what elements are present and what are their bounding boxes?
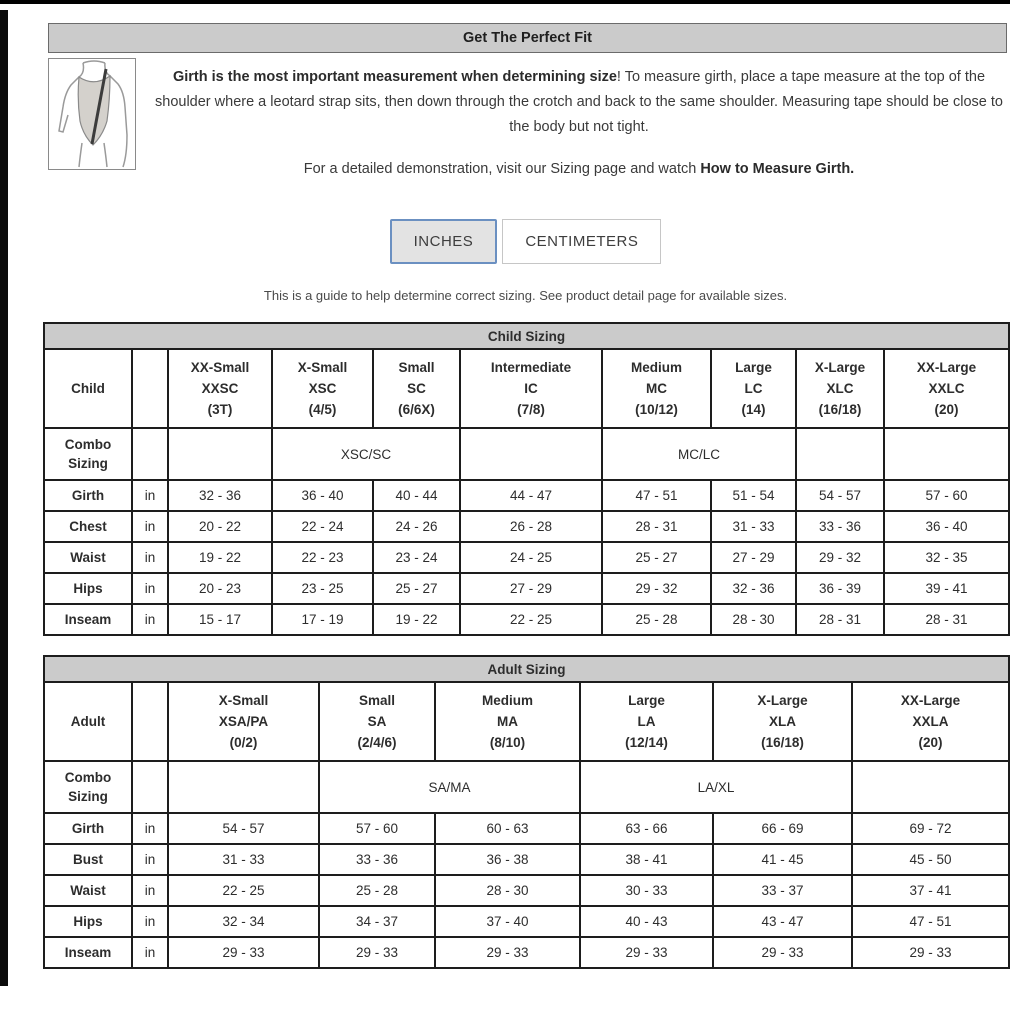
size-column-header: X-Large XLA (16/18) xyxy=(713,682,852,761)
unit-header-cell xyxy=(132,682,168,761)
combo-cell: XSC/SC xyxy=(272,428,460,480)
measurement-value: 41 - 45 xyxy=(713,844,852,875)
measurement-value: 28 - 31 xyxy=(796,604,884,635)
demo-bold: How to Measure Girth. xyxy=(700,161,855,177)
measurement-value: 22 - 25 xyxy=(460,604,602,635)
measurement-label: Chest xyxy=(44,511,132,542)
girth-instructions-bold: Girth is the most important measurement when determining size xyxy=(172,69,617,85)
unit-cell: in xyxy=(132,604,168,635)
measurement-value: 45 - 50 xyxy=(852,844,1009,875)
size-column-header: XX-Small XXSC (3T) xyxy=(168,349,272,428)
combo-cell xyxy=(884,428,1009,480)
size-column-header: Intermediate IC (7/8) xyxy=(460,349,602,428)
measurement-label: Hips xyxy=(44,573,132,604)
measurement-value: 47 - 51 xyxy=(602,480,711,511)
measurement-value: 24 - 26 xyxy=(373,511,460,542)
page-title: Get The Perfect Fit xyxy=(48,23,1007,53)
unit-cell: in xyxy=(132,813,168,844)
combo-cell xyxy=(168,428,272,480)
measurement-value: 36 - 38 xyxy=(435,844,580,875)
measurement-value: 29 - 33 xyxy=(580,937,713,968)
measurement-value: 31 - 33 xyxy=(168,844,319,875)
measurement-value: 25 - 27 xyxy=(373,573,460,604)
size-column-header: Small SC (6/6X) xyxy=(373,349,460,428)
measurement-value: 27 - 29 xyxy=(460,573,602,604)
measurement-value: 44 - 47 xyxy=(460,480,602,511)
girth-instructions-rest: ! To measure girth, place a tape measure at the top of the shoulder where a leotard strap sits, then down through the crotch and back to the same shoulder. Measuring tape should be close to the body but not tight. xyxy=(155,69,1003,135)
child-sizing-table xyxy=(43,322,1010,636)
combo-cell: LA/XL xyxy=(580,761,852,813)
measurement-value: 22 - 25 xyxy=(168,875,319,906)
measurement-value: 19 - 22 xyxy=(373,604,460,635)
measurement-label: Waist xyxy=(44,875,132,906)
size-column-header: Small SA (2/4/6) xyxy=(319,682,435,761)
measurement-value: 19 - 22 xyxy=(168,542,272,573)
measurement-value: 51 - 54 xyxy=(711,480,796,511)
girth-instructions xyxy=(152,65,1006,140)
size-column-header: X-Small XSC (4/5) xyxy=(272,349,373,428)
measurement-value: 40 - 44 xyxy=(373,480,460,511)
table-title: Child Sizing xyxy=(44,323,1009,349)
measurement-value: 25 - 28 xyxy=(319,875,435,906)
combo-cell: MC/LC xyxy=(602,428,796,480)
measurement-value: 30 - 33 xyxy=(580,875,713,906)
measurement-value: 28 - 30 xyxy=(711,604,796,635)
measurement-value: 38 - 41 xyxy=(580,844,713,875)
measurement-value: 17 - 19 xyxy=(272,604,373,635)
left-edge-bar xyxy=(0,10,8,986)
size-column-header: X-Small XSA/PA (0/2) xyxy=(168,682,319,761)
measurement-value: 22 - 24 xyxy=(272,511,373,542)
guide-note: This is a guide to help determine correct sizing. See product detail page for available sizes. xyxy=(263,288,788,303)
measurement-value: 25 - 27 xyxy=(602,542,711,573)
leotard-measurement-icon xyxy=(48,58,136,170)
measurement-value: 29 - 32 xyxy=(796,542,884,573)
combo-cell: SA/MA xyxy=(319,761,580,813)
measurement-value: 29 - 33 xyxy=(713,937,852,968)
measurement-value: 29 - 33 xyxy=(435,937,580,968)
measurement-label: Inseam xyxy=(44,937,132,968)
size-column-header: Medium MC (10/12) xyxy=(602,349,711,428)
measurement-label: Hips xyxy=(44,906,132,937)
unit-cell xyxy=(132,761,168,813)
measurement-value: 24 - 25 xyxy=(460,542,602,573)
adult-sizing-table xyxy=(43,655,1010,969)
combo-cell xyxy=(796,428,884,480)
measurement-value: 40 - 43 xyxy=(580,906,713,937)
measurement-value: 34 - 37 xyxy=(319,906,435,937)
measurement-value: 63 - 66 xyxy=(580,813,713,844)
size-guide-page xyxy=(43,23,1008,969)
corner-label: Adult xyxy=(44,682,132,761)
measurement-label: Waist xyxy=(44,542,132,573)
combo-sizing-label: Combo Sizing xyxy=(44,428,132,480)
table-title: Adult Sizing xyxy=(44,656,1009,682)
measurement-value: 60 - 63 xyxy=(435,813,580,844)
size-column-header: Medium MA (8/10) xyxy=(435,682,580,761)
measurement-value: 22 - 23 xyxy=(272,542,373,573)
inches-button[interactable]: INCHES xyxy=(390,219,498,264)
unit-cell: in xyxy=(132,480,168,511)
measurement-value: 66 - 69 xyxy=(713,813,852,844)
unit-cell xyxy=(132,428,168,480)
measurement-value: 20 - 23 xyxy=(168,573,272,604)
measurement-value: 32 - 35 xyxy=(884,542,1009,573)
unit-toggle xyxy=(43,219,1008,264)
measurement-value: 23 - 25 xyxy=(272,573,373,604)
measurement-value: 29 - 32 xyxy=(602,573,711,604)
measurement-value: 29 - 33 xyxy=(319,937,435,968)
corner-label: Child xyxy=(44,349,132,428)
measurement-value: 32 - 36 xyxy=(711,573,796,604)
measurement-value: 37 - 40 xyxy=(435,906,580,937)
measurement-label: Inseam xyxy=(44,604,132,635)
measurement-value: 33 - 37 xyxy=(713,875,852,906)
measurement-value: 37 - 41 xyxy=(852,875,1009,906)
unit-cell: in xyxy=(132,542,168,573)
unit-cell: in xyxy=(132,573,168,604)
size-column-header: XX-Large XXLC (20) xyxy=(884,349,1009,428)
measurement-value: 39 - 41 xyxy=(884,573,1009,604)
measurement-value: 23 - 24 xyxy=(373,542,460,573)
measurement-value: 57 - 60 xyxy=(319,813,435,844)
measurement-value: 28 - 31 xyxy=(884,604,1009,635)
combo-cell xyxy=(460,428,602,480)
size-column-header: Large LA (12/14) xyxy=(580,682,713,761)
unit-cell: in xyxy=(132,875,168,906)
measurement-value: 29 - 33 xyxy=(852,937,1009,968)
measurement-value: 28 - 31 xyxy=(602,511,711,542)
size-column-header: Large LC (14) xyxy=(711,349,796,428)
measurement-value: 33 - 36 xyxy=(796,511,884,542)
unit-cell: in xyxy=(132,511,168,542)
measurement-label: Girth xyxy=(44,813,132,844)
size-column-header: X-Large XLC (16/18) xyxy=(796,349,884,428)
measurement-value: 54 - 57 xyxy=(168,813,319,844)
measurement-value: 25 - 28 xyxy=(602,604,711,635)
measurement-value: 27 - 29 xyxy=(711,542,796,573)
measurement-value: 47 - 51 xyxy=(852,906,1009,937)
measurement-value: 20 - 22 xyxy=(168,511,272,542)
measurement-value: 57 - 60 xyxy=(884,480,1009,511)
measurement-value: 32 - 36 xyxy=(168,480,272,511)
unit-cell: in xyxy=(132,906,168,937)
combo-sizing-label: Combo Sizing xyxy=(44,761,132,813)
unit-header-cell xyxy=(132,349,168,428)
unit-cell: in xyxy=(132,844,168,875)
centimeters-button[interactable]: CENTIMETERS xyxy=(502,219,661,264)
measurement-value: 36 - 40 xyxy=(884,511,1009,542)
combo-cell xyxy=(852,761,1009,813)
measurement-value: 32 - 34 xyxy=(168,906,319,937)
measurement-value: 54 - 57 xyxy=(796,480,884,511)
measurement-value: 15 - 17 xyxy=(168,604,272,635)
measurement-value: 43 - 47 xyxy=(713,906,852,937)
measurement-value: 36 - 40 xyxy=(272,480,373,511)
measurement-value: 31 - 33 xyxy=(711,511,796,542)
size-column-header: XX-Large XXLA (20) xyxy=(852,682,1009,761)
intro-text-column xyxy=(136,58,1008,177)
top-edge-bar xyxy=(0,0,1010,4)
demo-text: For a detailed demonstration, visit our Sizing page and watch xyxy=(303,161,701,177)
measurement-value: 36 - 39 xyxy=(796,573,884,604)
measurement-value: 28 - 30 xyxy=(435,875,580,906)
measurement-value: 26 - 28 xyxy=(460,511,602,542)
demo-line xyxy=(152,161,1006,177)
measurement-value: 29 - 33 xyxy=(168,937,319,968)
measurement-value: 33 - 36 xyxy=(319,844,435,875)
unit-cell: in xyxy=(132,937,168,968)
combo-cell xyxy=(168,761,319,813)
measurement-value: 69 - 72 xyxy=(852,813,1009,844)
measurement-label: Bust xyxy=(44,844,132,875)
intro-section xyxy=(43,58,1008,177)
measurement-label: Girth xyxy=(44,480,132,511)
